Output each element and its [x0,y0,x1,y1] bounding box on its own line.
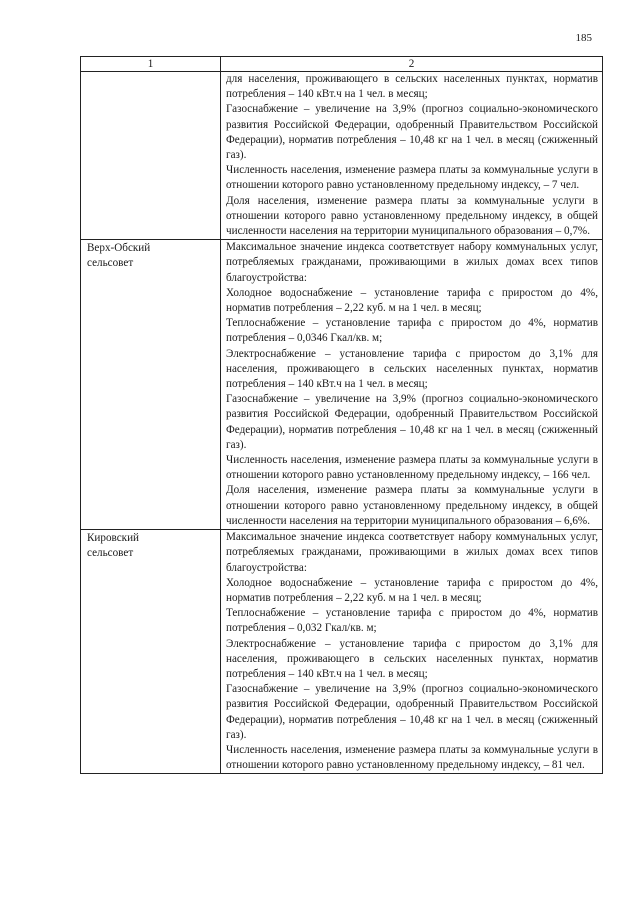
table-header-row [81,57,603,72]
municipality-cell [81,72,221,240]
paragraph: для населения, проживающего в сельских населенных пунктах, норматив потребления – 140 кВт.ч на 1 чел. в месяц; [226,73,598,101]
indicators-cell [221,240,603,530]
column-header-2: 2 [221,57,603,72]
municipality-name-line: сельсовет [87,257,134,270]
paragraph: Максимальное значение индекса соответствует набору коммунальных услуг, потребляемых гражданами, проживающими в жилых домах всех типов благоустройства: [226,241,598,284]
municipality-name-line: сельсовет [87,547,134,560]
paragraph: Теплоснабжение – установление тарифа с приростом до 4%, норматив потребления – 0,0346 Гкал/кв. м; [226,317,598,345]
paragraph: Газоснабжение – увеличение на 3,9% (прогноз социально-экономического развития Российской Федерации, одобренный Правительством Российской Федерации), норматив потребления – 10,48 кг на 1 чел. в месяц (сжиженный газ). [226,683,598,741]
indicators-cell [221,72,603,240]
table-row [81,240,603,530]
paragraph: Доля населения, изменение размера платы за коммунальные услуги в отношении которого равно установленному предельному индексу, в общей численности населения на территории муниципального образования – 0,7%. [226,194,598,238]
paragraph: Численность населения, изменение размера платы за коммунальные услуги в отношении которого равно установленному предельному индексу, – 81 чел. [226,743,598,772]
municipality-cell [81,530,221,774]
tariff-table [80,56,603,774]
paragraph: Электроснабжение – установление тарифа с приростом до 3,1% для населения, проживающего в сельских населенных пунктах, норматив потребления – 140 кВт.ч на 1 чел. в месяц; [226,347,598,391]
indicators-cell [221,530,603,774]
municipality-name-line: Кировский [87,532,140,545]
paragraph: Холодное водоснабжение – установление тарифа с приростом до 4%, норматив потребления – 2,22 куб. м на 1 чел. в месяц; [226,576,598,604]
paragraph: Численность населения, изменение размера платы за коммунальные услуги в отношении которого равно установленному предельному индексу, – 166 чел. [226,454,598,482]
paragraph: Численность населения, изменение размера платы за коммунальные услуги в отношении которого равно установленному предельному индексу, – 7 чел. [226,164,598,192]
column-header-1: 1 [81,57,221,72]
page-number: 185 [575,32,592,44]
paragraph: Газоснабжение – увеличение на 3,9% (прогноз социально-экономического развития Российской Федерации, одобренный Правительством Российской Федерации), норматив потребления – 10,48 кг на 1 чел. в месяц (сжиженный газ). [226,393,598,451]
paragraph: Холодное водоснабжение – установление тарифа с приростом до 4%, норматив потребления – 2,22 куб. м на 1 чел. в месяц; [226,286,598,315]
table-row [81,72,603,240]
municipality-cell [81,240,221,530]
paragraph: Доля населения, изменение размера платы за коммунальные услуги в отношении которого равно установленному предельному индексу, в общей численности населения на территории муниципального образования – 6,6%. [226,484,598,527]
paragraph: Теплоснабжение – установление тарифа с приростом до 4%, норматив потребления – 0,032 Гкал/кв. м; [226,607,598,635]
table-row [81,530,603,774]
municipality-name-line: Верх-Обский [87,242,151,255]
paragraph: Газоснабжение – увеличение на 3,9% (прогноз социально-экономического развития Российской Федерации, одобренный Правительством Российской Федерации), норматив потребления – 10,48 кг на 1 чел. в месяц (сжиженный газ). [226,103,598,162]
paragraph: Электроснабжение – установление тарифа с приростом до 3,1% для населения, проживающего в сельских населенных пунктах, норматив потребления – 140 кВт.ч на 1 чел. в месяц; [226,637,598,680]
paragraph: Максимальное значение индекса соответствует набору коммунальных услуг, потребляемых гражданами, проживающими в жилых домах всех типов благоустройства: [226,531,598,574]
